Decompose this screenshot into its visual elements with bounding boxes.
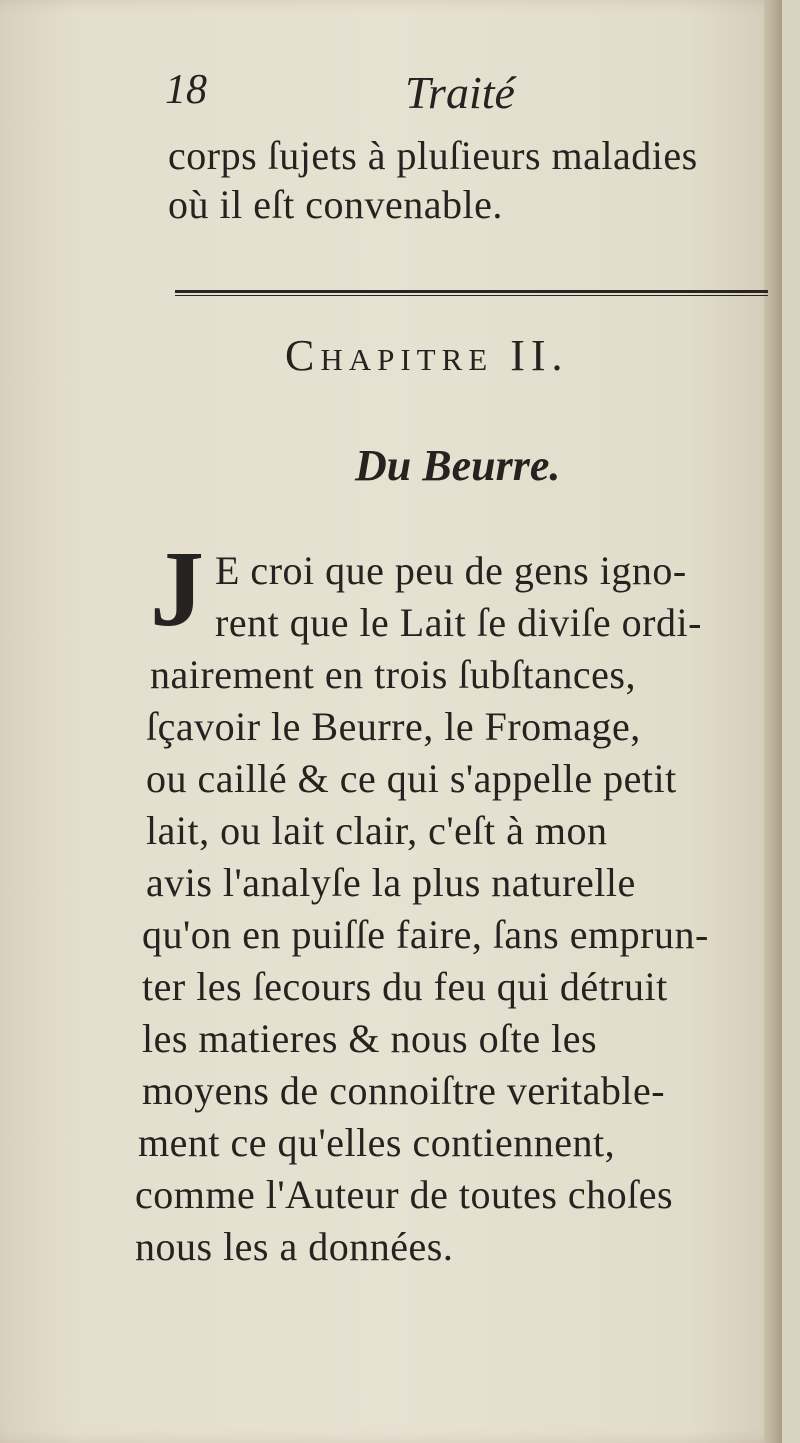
body-line-2: rent que le Lait ſe diviſe ordi- bbox=[215, 600, 702, 645]
body-line-10: les matieres & nous oſte les bbox=[142, 1016, 598, 1061]
body-line-9: ter les ſecours du feu qui détruit bbox=[142, 964, 668, 1009]
body-line-4: ſçavoir le Beurre, le Fromage, bbox=[146, 704, 641, 749]
chapter-heading: Chapitre II. bbox=[285, 331, 569, 380]
page-header bbox=[165, 66, 585, 126]
body-line-13: comme l'Auteur de toutes choſes bbox=[135, 1172, 674, 1217]
page-edge bbox=[764, 0, 782, 1443]
body-line-12: ment ce qu'elles contiennent, bbox=[138, 1120, 616, 1165]
section-title: Du Beurre. bbox=[355, 441, 561, 490]
body-line-3: nairement en trois ſubſtances, bbox=[150, 652, 636, 697]
body-line-5: ou caillé & ce qui s'appelle petit bbox=[146, 756, 677, 801]
body-line-6: lait, ou lait clair, c'eſt à mon bbox=[146, 808, 608, 853]
body-line-8: qu'on en puiſſe faire, ſans emprun- bbox=[142, 912, 709, 957]
running-title: Traité bbox=[405, 67, 515, 118]
body-line-7: avis l'analyſe la plus naturelle bbox=[146, 860, 636, 905]
body-line-1: E croi que peu de gens igno- bbox=[215, 548, 687, 593]
body-line-14: nous les a données. bbox=[135, 1224, 454, 1269]
drop-cap: J bbox=[150, 530, 204, 649]
section-rule bbox=[175, 290, 768, 296]
page-number: 18 bbox=[165, 67, 207, 113]
carryover-line-2: où il eſt convenable. bbox=[168, 182, 503, 227]
body-line-11: moyens de connoiſtre veritable- bbox=[142, 1068, 666, 1113]
carryover-line-1: corps ſujets à pluſieurs maladies bbox=[168, 133, 698, 178]
